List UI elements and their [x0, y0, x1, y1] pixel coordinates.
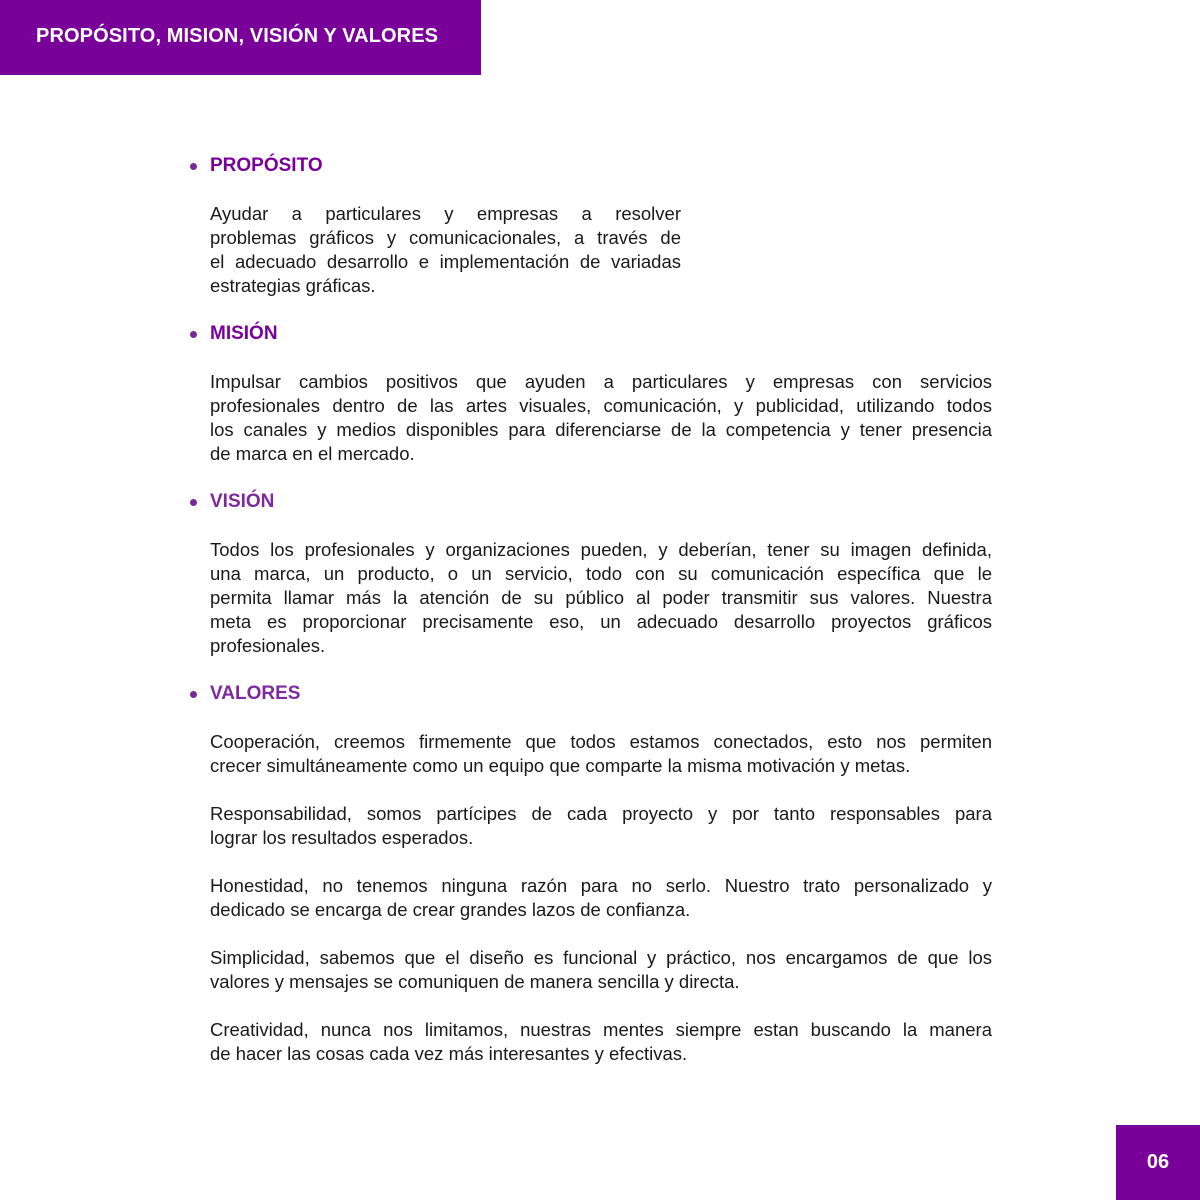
paragraph-line: Honestidad, no tenemos ninguna razón para no serlo. Nuestro trato personalizado y	[210, 875, 992, 896]
page-number: 06	[1116, 1125, 1200, 1200]
paragraph-line: una marca, un producto, o un servicio, todo con su comunicación específica que le	[210, 563, 992, 584]
paragraph-line: dedicado se encarga de crear grandes lazos de confianza.	[210, 899, 691, 920]
paragraph	[210, 538, 992, 658]
paragraph-line: el adecuado desarrollo e implementación de variadas	[210, 251, 681, 272]
paragraph	[210, 874, 992, 922]
paragraph-line: lograr los resultados esperados.	[210, 827, 474, 848]
section-heading-text: VISIÓN	[210, 491, 275, 512]
bullet-icon	[190, 691, 197, 698]
page-title: PROPÓSITO, MISION, VISIÓN Y VALORES	[36, 25, 439, 47]
paragraph	[210, 730, 992, 778]
bullet-icon	[190, 163, 197, 170]
section-heading-propósito	[210, 154, 992, 178]
header-banner	[0, 0, 481, 75]
section-heading-text: VALORES	[210, 683, 301, 704]
paragraph-line: estrategias gráficas.	[210, 275, 376, 296]
bullet-icon	[190, 331, 197, 338]
bullet-icon	[190, 499, 197, 506]
paragraph	[210, 946, 992, 994]
document-content	[210, 154, 992, 1090]
paragraph-line: valores y mensajes se comuniquen de manera sencilla y directa.	[210, 971, 740, 992]
paragraph-line: Responsabilidad, somos partícipes de cada proyecto y por tanto responsables para	[210, 803, 992, 824]
paragraph-line: los canales y medios disponibles para diferenciarse de la competencia y tener presencia	[210, 419, 992, 440]
paragraph-line: Impulsar cambios positivos que ayuden a particulares y empresas con servicios	[210, 371, 992, 392]
section-heading-misión	[210, 322, 992, 346]
paragraph-line: Cooperación, creemos firmemente que todos estamos conectados, esto nos permiten	[210, 731, 992, 752]
paragraph-line: meta es proporcionar precisamente eso, un adecuado desarrollo proyectos gráficos	[210, 611, 992, 632]
paragraph	[210, 802, 992, 850]
paragraph-line: profesionales dentro de las artes visuales, comunicación, y publicidad, utilizando todos	[210, 395, 992, 416]
paragraph	[210, 1018, 992, 1066]
paragraph-line: de marca en el mercado.	[210, 443, 415, 464]
paragraph-line: problemas gráficos y comunicacionales, a través de	[210, 227, 681, 248]
section-heading-text: MISIÓN	[210, 323, 278, 344]
section-heading-valores	[210, 682, 992, 706]
section-heading-text: PROPÓSITO	[210, 155, 323, 176]
paragraph-line: profesionales.	[210, 635, 326, 656]
paragraph-line: Creatividad, nunca nos limitamos, nuestras mentes siempre estan buscando la manera	[210, 1019, 992, 1040]
paragraph	[210, 202, 681, 298]
paragraph-line: crecer simultáneamente como un equipo que comparte la misma motivación y metas.	[210, 755, 911, 776]
paragraph-line: Ayudar a particulares y empresas a resolver	[210, 203, 681, 224]
paragraph	[210, 370, 992, 466]
paragraph-line: Todos los profesionales y organizaciones pueden, y deberían, tener su imagen definida,	[210, 539, 992, 560]
paragraph-line: Simplicidad, sabemos que el diseño es funcional y práctico, nos encargamos de que los	[210, 947, 992, 968]
section-heading-visión	[210, 490, 992, 514]
paragraph-line: de hacer las cosas cada vez más interesantes y efectivas.	[210, 1043, 688, 1064]
paragraph-line: permita llamar más la atención de su público al poder transmitir sus valores. Nuestra	[210, 587, 992, 608]
